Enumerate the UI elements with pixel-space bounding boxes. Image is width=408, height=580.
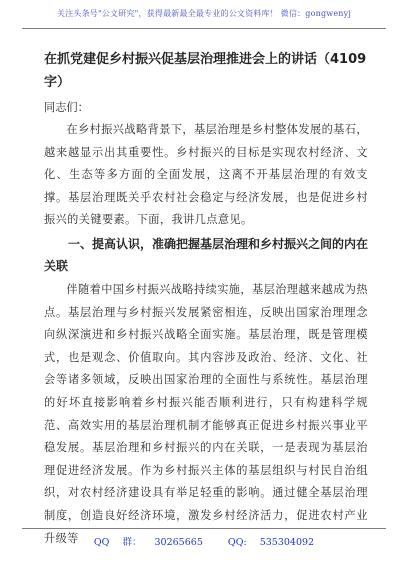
section-1-paragraph: 伴随着中国乡村振兴战略持续实施，基层治理越来越成为热点。基层治理与乡村振兴发展紧密相连，反映出国家治理理念向纵深演进和乡村振兴战略全面实施。基层治理，既是管理模式，也是观念、价值取向。其内容涉及政治、经济、文化、社会等诸多领域，反映出国家治理的全面性与系统性。基层治理的好坏直接影响着乡村振兴能否顺利进行，只有构建科学规范、高效实用的基层治理机制才能够真正促进乡村振兴事业平稳发展。基层治理和乡村振兴的内在关联，一是表现为基层治理促进经济发展。作为乡村振兴主体的基层组织与村民自治组织，对农村经济建设具有举足轻重的影响。通过健全基层治理制度，创造良好经济环境，激发乡村经济活力，促进农村产业升级等 (44, 282, 368, 545)
header-divider (22, 28, 386, 29)
header-banner: 关注头条号"公文研究"，获得最新最全最专业的公文资料库！ 微信：gongwenyj (56, 9, 352, 18)
document-body (44, 48, 368, 550)
footer-qq: QQ: 535304092 (227, 537, 315, 548)
footer-qq-group: QQ 群： 30265665 (93, 537, 203, 548)
footer-divider (22, 528, 386, 529)
salutation: 同志们： (44, 101, 89, 114)
section-1-heading: 一、提高认识，准确把握基层治理和乡村振兴之间的内在关联 (44, 236, 369, 274)
intro-paragraph: 在乡村振兴战略背景下，基层治理是乡村整体发展的基石，越来越显示出其重要性。乡村振兴的目标是实现农村经济、文化、生态等多方面的全面发展，这离不开基层治理的有效支撑。基层治理既关乎农村社会稳定与经济发展，也是促进乡村振兴的关键要素。下面，我讲几点意见。 (44, 123, 368, 227)
document-title: 在抓党建促乡村振兴促基层治理推进会上的讲话（4109字） (44, 52, 367, 90)
footer-contacts (0, 534, 408, 548)
